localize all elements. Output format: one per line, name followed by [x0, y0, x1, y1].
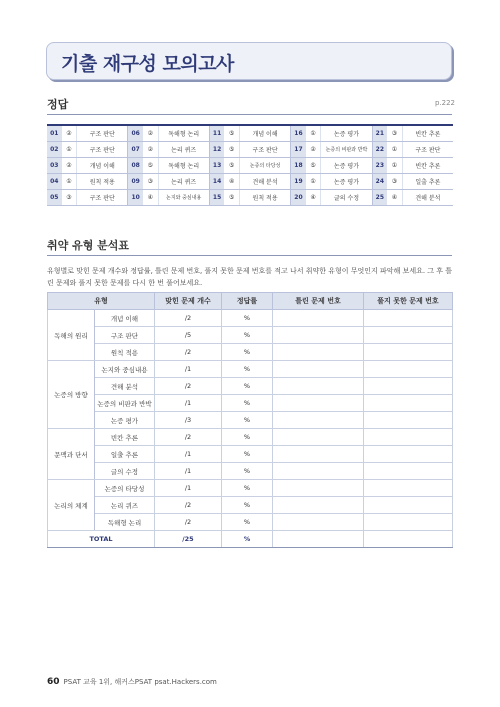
- question-number: 09: [128, 174, 143, 190]
- question-type: 빈칸 추론: [402, 125, 453, 142]
- answer-choice: ①: [306, 125, 321, 142]
- question-number: 20: [291, 190, 306, 206]
- question-type: 구조 판단: [77, 142, 128, 158]
- stats-row: [48, 310, 453, 327]
- wrong-numbers-cell[interactable]: [273, 480, 364, 497]
- accuracy-rate: %: [222, 310, 273, 327]
- question-number: 17: [291, 142, 306, 158]
- wrong-numbers-cell[interactable]: [273, 310, 364, 327]
- category-name: 논리의 체계: [48, 480, 95, 531]
- correct-count: /1: [155, 361, 222, 378]
- wrong-numbers-cell[interactable]: [273, 446, 364, 463]
- subtype-name: 논증의 타당성: [95, 480, 155, 497]
- total-row: [48, 531, 453, 548]
- accuracy-rate: %: [222, 446, 273, 463]
- answer-choice: ③: [62, 190, 77, 206]
- question-number: 05: [47, 190, 62, 206]
- subtype-name: 견해 분석: [95, 378, 155, 395]
- answer-choice: ③: [387, 174, 402, 190]
- total-wrong-cell: [273, 531, 364, 548]
- subtype-name: 일출 추론: [95, 446, 155, 463]
- question-number: 13: [209, 158, 224, 174]
- header-accuracy: 정답률: [222, 293, 273, 310]
- page-number: 60: [47, 677, 60, 687]
- correct-count: /2: [155, 497, 222, 514]
- unsolved-numbers-cell[interactable]: [364, 480, 453, 497]
- correct-count: /2: [155, 429, 222, 446]
- subtype-name: 빈칸 추론: [95, 429, 155, 446]
- stats-row: [48, 412, 453, 429]
- answer-choice: ③: [143, 174, 158, 190]
- question-number: 12: [209, 142, 224, 158]
- answers-section-title: 정답: [47, 98, 69, 111]
- subtype-name: 구조 판단: [95, 327, 155, 344]
- question-type: 논증의 비판과 반박: [321, 142, 372, 158]
- subtype-name: 논리 퀴즈: [95, 497, 155, 514]
- answer-choice: ⑤: [224, 158, 239, 174]
- answer-choice: ④: [306, 190, 321, 206]
- total-label: TOTAL: [48, 531, 155, 548]
- answer-choice: ②: [62, 158, 77, 174]
- question-type: 일출 추론: [402, 174, 453, 190]
- answer-choice: ③: [387, 125, 402, 142]
- question-number: 18: [291, 158, 306, 174]
- correct-count: /1: [155, 463, 222, 480]
- answer-choice: ②: [143, 125, 158, 142]
- question-number: 04: [47, 174, 62, 190]
- wrong-numbers-cell[interactable]: [273, 429, 364, 446]
- correct-count: /2: [155, 310, 222, 327]
- correct-count: /1: [155, 395, 222, 412]
- unsolved-numbers-cell[interactable]: [364, 446, 453, 463]
- question-type: 논증 평가: [321, 158, 372, 174]
- correct-count: /2: [155, 514, 222, 531]
- question-number: 23: [372, 158, 387, 174]
- question-type: 논리 퀴즈: [158, 174, 209, 190]
- category-name: 문맥과 단서: [48, 429, 95, 480]
- answer-row: [47, 190, 453, 206]
- accuracy-rate: %: [222, 395, 273, 412]
- stats-row: [48, 514, 453, 531]
- question-number: 03: [47, 158, 62, 174]
- total-unsolved-cell: [364, 531, 453, 548]
- question-type: 논증의 타당성: [240, 158, 291, 174]
- unsolved-numbers-cell[interactable]: [364, 344, 453, 361]
- accuracy-rate: %: [222, 361, 273, 378]
- question-number: 01: [47, 125, 62, 142]
- question-number: 07: [128, 142, 143, 158]
- header-correct-count: 맞힌 문제 개수: [155, 293, 222, 310]
- unsolved-numbers-cell[interactable]: [364, 378, 453, 395]
- subtype-name: 논지와 중심내용: [95, 361, 155, 378]
- answer-row: [47, 125, 453, 142]
- accuracy-rate: %: [222, 327, 273, 344]
- stats-row: [48, 395, 453, 412]
- answer-choice: ⑤: [224, 190, 239, 206]
- question-type: 독해형 논리: [158, 125, 209, 142]
- page-title-bar: [46, 42, 452, 80]
- answer-row: [47, 174, 453, 190]
- question-number: 22: [372, 142, 387, 158]
- accuracy-rate: %: [222, 514, 273, 531]
- correct-count: /1: [155, 480, 222, 497]
- stats-row: [48, 480, 453, 497]
- divider: [47, 114, 452, 115]
- answer-choice: ①: [306, 174, 321, 190]
- correct-count: /2: [155, 344, 222, 361]
- divider: [47, 255, 452, 256]
- header-wrong-numbers: 틀린 문제 번호: [273, 293, 364, 310]
- wrong-numbers-cell[interactable]: [273, 378, 364, 395]
- question-number: 24: [372, 174, 387, 190]
- question-number: 11: [209, 125, 224, 142]
- question-type: 개념 이해: [240, 125, 291, 142]
- question-type: 구조 판단: [77, 125, 128, 142]
- accuracy-rate: %: [222, 344, 273, 361]
- accuracy-rate: %: [222, 463, 273, 480]
- answer-choice: ①: [387, 158, 402, 174]
- answer-choice: ⑤: [224, 125, 239, 142]
- subtype-name: 원칙 적용: [95, 344, 155, 361]
- accuracy-rate: %: [222, 378, 273, 395]
- total-correct-count: /25: [155, 531, 222, 548]
- answer-row: [47, 158, 453, 174]
- question-type: 논리 퀴즈: [158, 142, 209, 158]
- accuracy-rate: %: [222, 497, 273, 514]
- question-number: 19: [291, 174, 306, 190]
- question-type: 논증 평가: [321, 125, 372, 142]
- answer-choice: ①: [387, 142, 402, 158]
- answer-choice: ④: [224, 174, 239, 190]
- question-type: 구조 판단: [402, 142, 453, 158]
- accuracy-rate: %: [222, 412, 273, 429]
- question-type: 독해형 논리: [158, 158, 209, 174]
- question-number: 15: [209, 190, 224, 206]
- unsolved-numbers-cell[interactable]: [364, 429, 453, 446]
- weakness-analysis-table: [47, 292, 453, 548]
- question-type: 빈칸 추론: [402, 158, 453, 174]
- unsolved-numbers-cell[interactable]: [364, 361, 453, 378]
- question-number: 06: [128, 125, 143, 142]
- question-number: 02: [47, 142, 62, 158]
- unsolved-numbers-cell[interactable]: [364, 497, 453, 514]
- wrong-numbers-cell[interactable]: [273, 514, 364, 531]
- stats-row: [48, 463, 453, 480]
- wrong-numbers-cell[interactable]: [273, 412, 364, 429]
- stats-row: [48, 361, 453, 378]
- stats-row: [48, 497, 453, 514]
- accuracy-rate: %: [222, 480, 273, 497]
- answer-table: [47, 124, 453, 206]
- category-name: 논증의 방향: [48, 361, 95, 429]
- question-number: 16: [291, 125, 306, 142]
- unsolved-numbers-cell[interactable]: [364, 310, 453, 327]
- question-type: 구조 판단: [240, 142, 291, 158]
- accuracy-rate: %: [222, 429, 273, 446]
- wrong-numbers-cell[interactable]: [273, 344, 364, 361]
- question-number: 21: [372, 125, 387, 142]
- question-type: 견해 분석: [402, 190, 453, 206]
- unsolved-numbers-cell[interactable]: [364, 514, 453, 531]
- correct-count: /2: [155, 378, 222, 395]
- footer: [47, 677, 217, 687]
- answer-row: [47, 142, 453, 158]
- correct-count: /1: [155, 446, 222, 463]
- question-type: 글의 수정: [321, 190, 372, 206]
- question-type: 구조 판단: [77, 190, 128, 206]
- page-reference: p.222: [434, 99, 455, 107]
- question-type: 논지와 중심내용: [158, 190, 209, 206]
- wrong-numbers-cell[interactable]: [273, 327, 364, 344]
- unsolved-numbers-cell[interactable]: [364, 463, 453, 480]
- category-name: 독해의 원리: [48, 310, 95, 361]
- correct-count: /3: [155, 412, 222, 429]
- instructions-text: 유형별로 맞힌 문제 개수와 정답률, 틀린 문제 번호, 풀지 못한 문제 번호를 적고 나서 취약한 유형이 무엇인지 파악해 보세요. 그 후 틀린 문제와 풀지 못한 문제를 다시 한 번 풀어보세요.: [47, 267, 453, 287]
- question-number: 14: [209, 174, 224, 190]
- stats-row: [48, 446, 453, 463]
- answer-choice: ①: [62, 174, 77, 190]
- answer-choice: ②: [306, 142, 321, 158]
- question-type: 개념 이해: [77, 158, 128, 174]
- subtype-name: 개념 이해: [95, 310, 155, 327]
- footer-text: PSAT 교육 1위, 해커스PSAT psat.Hackers.com: [63, 678, 217, 686]
- wrong-numbers-cell[interactable]: [273, 463, 364, 480]
- question-number: 10: [128, 190, 143, 206]
- answer-choice: ⑤: [306, 158, 321, 174]
- answer-choice: ②: [62, 125, 77, 142]
- unsolved-numbers-cell[interactable]: [364, 412, 453, 429]
- page-title: 기출 재구성 모의고사: [61, 53, 234, 75]
- answer-choice: ①: [62, 142, 77, 158]
- header-unsolved-numbers: 풀지 못한 문제 번호: [364, 293, 453, 310]
- subtype-name: 독해형 논리: [95, 514, 155, 531]
- question-type: 원칙 적용: [240, 190, 291, 206]
- question-number: 08: [128, 158, 143, 174]
- subtype-name: 논증의 비판과 반박: [95, 395, 155, 412]
- answer-choice: ⑤: [143, 158, 158, 174]
- total-accuracy: %: [222, 531, 273, 548]
- stats-row: [48, 429, 453, 446]
- question-type: 원칙 적용: [77, 174, 128, 190]
- subtype-name: 논증 평가: [95, 412, 155, 429]
- unsolved-numbers-cell[interactable]: [364, 327, 453, 344]
- answer-choice: ④: [143, 190, 158, 206]
- analysis-section-title: 취약 유형 분석표: [47, 239, 130, 252]
- stats-row: [48, 378, 453, 395]
- wrong-numbers-cell[interactable]: [273, 361, 364, 378]
- question-type: 논증 평가: [321, 174, 372, 190]
- wrong-numbers-cell[interactable]: [273, 497, 364, 514]
- stats-row: [48, 327, 453, 344]
- wrong-numbers-cell[interactable]: [273, 395, 364, 412]
- subtype-name: 글의 수정: [95, 463, 155, 480]
- answer-choice: ⑤: [224, 142, 239, 158]
- question-number: 25: [372, 190, 387, 206]
- unsolved-numbers-cell[interactable]: [364, 395, 453, 412]
- answer-choice: ②: [143, 142, 158, 158]
- answer-choice: ④: [387, 190, 402, 206]
- question-type: 견해 분석: [240, 174, 291, 190]
- correct-count: /5: [155, 327, 222, 344]
- header-type: 유형: [48, 293, 155, 310]
- stats-row: [48, 344, 453, 361]
